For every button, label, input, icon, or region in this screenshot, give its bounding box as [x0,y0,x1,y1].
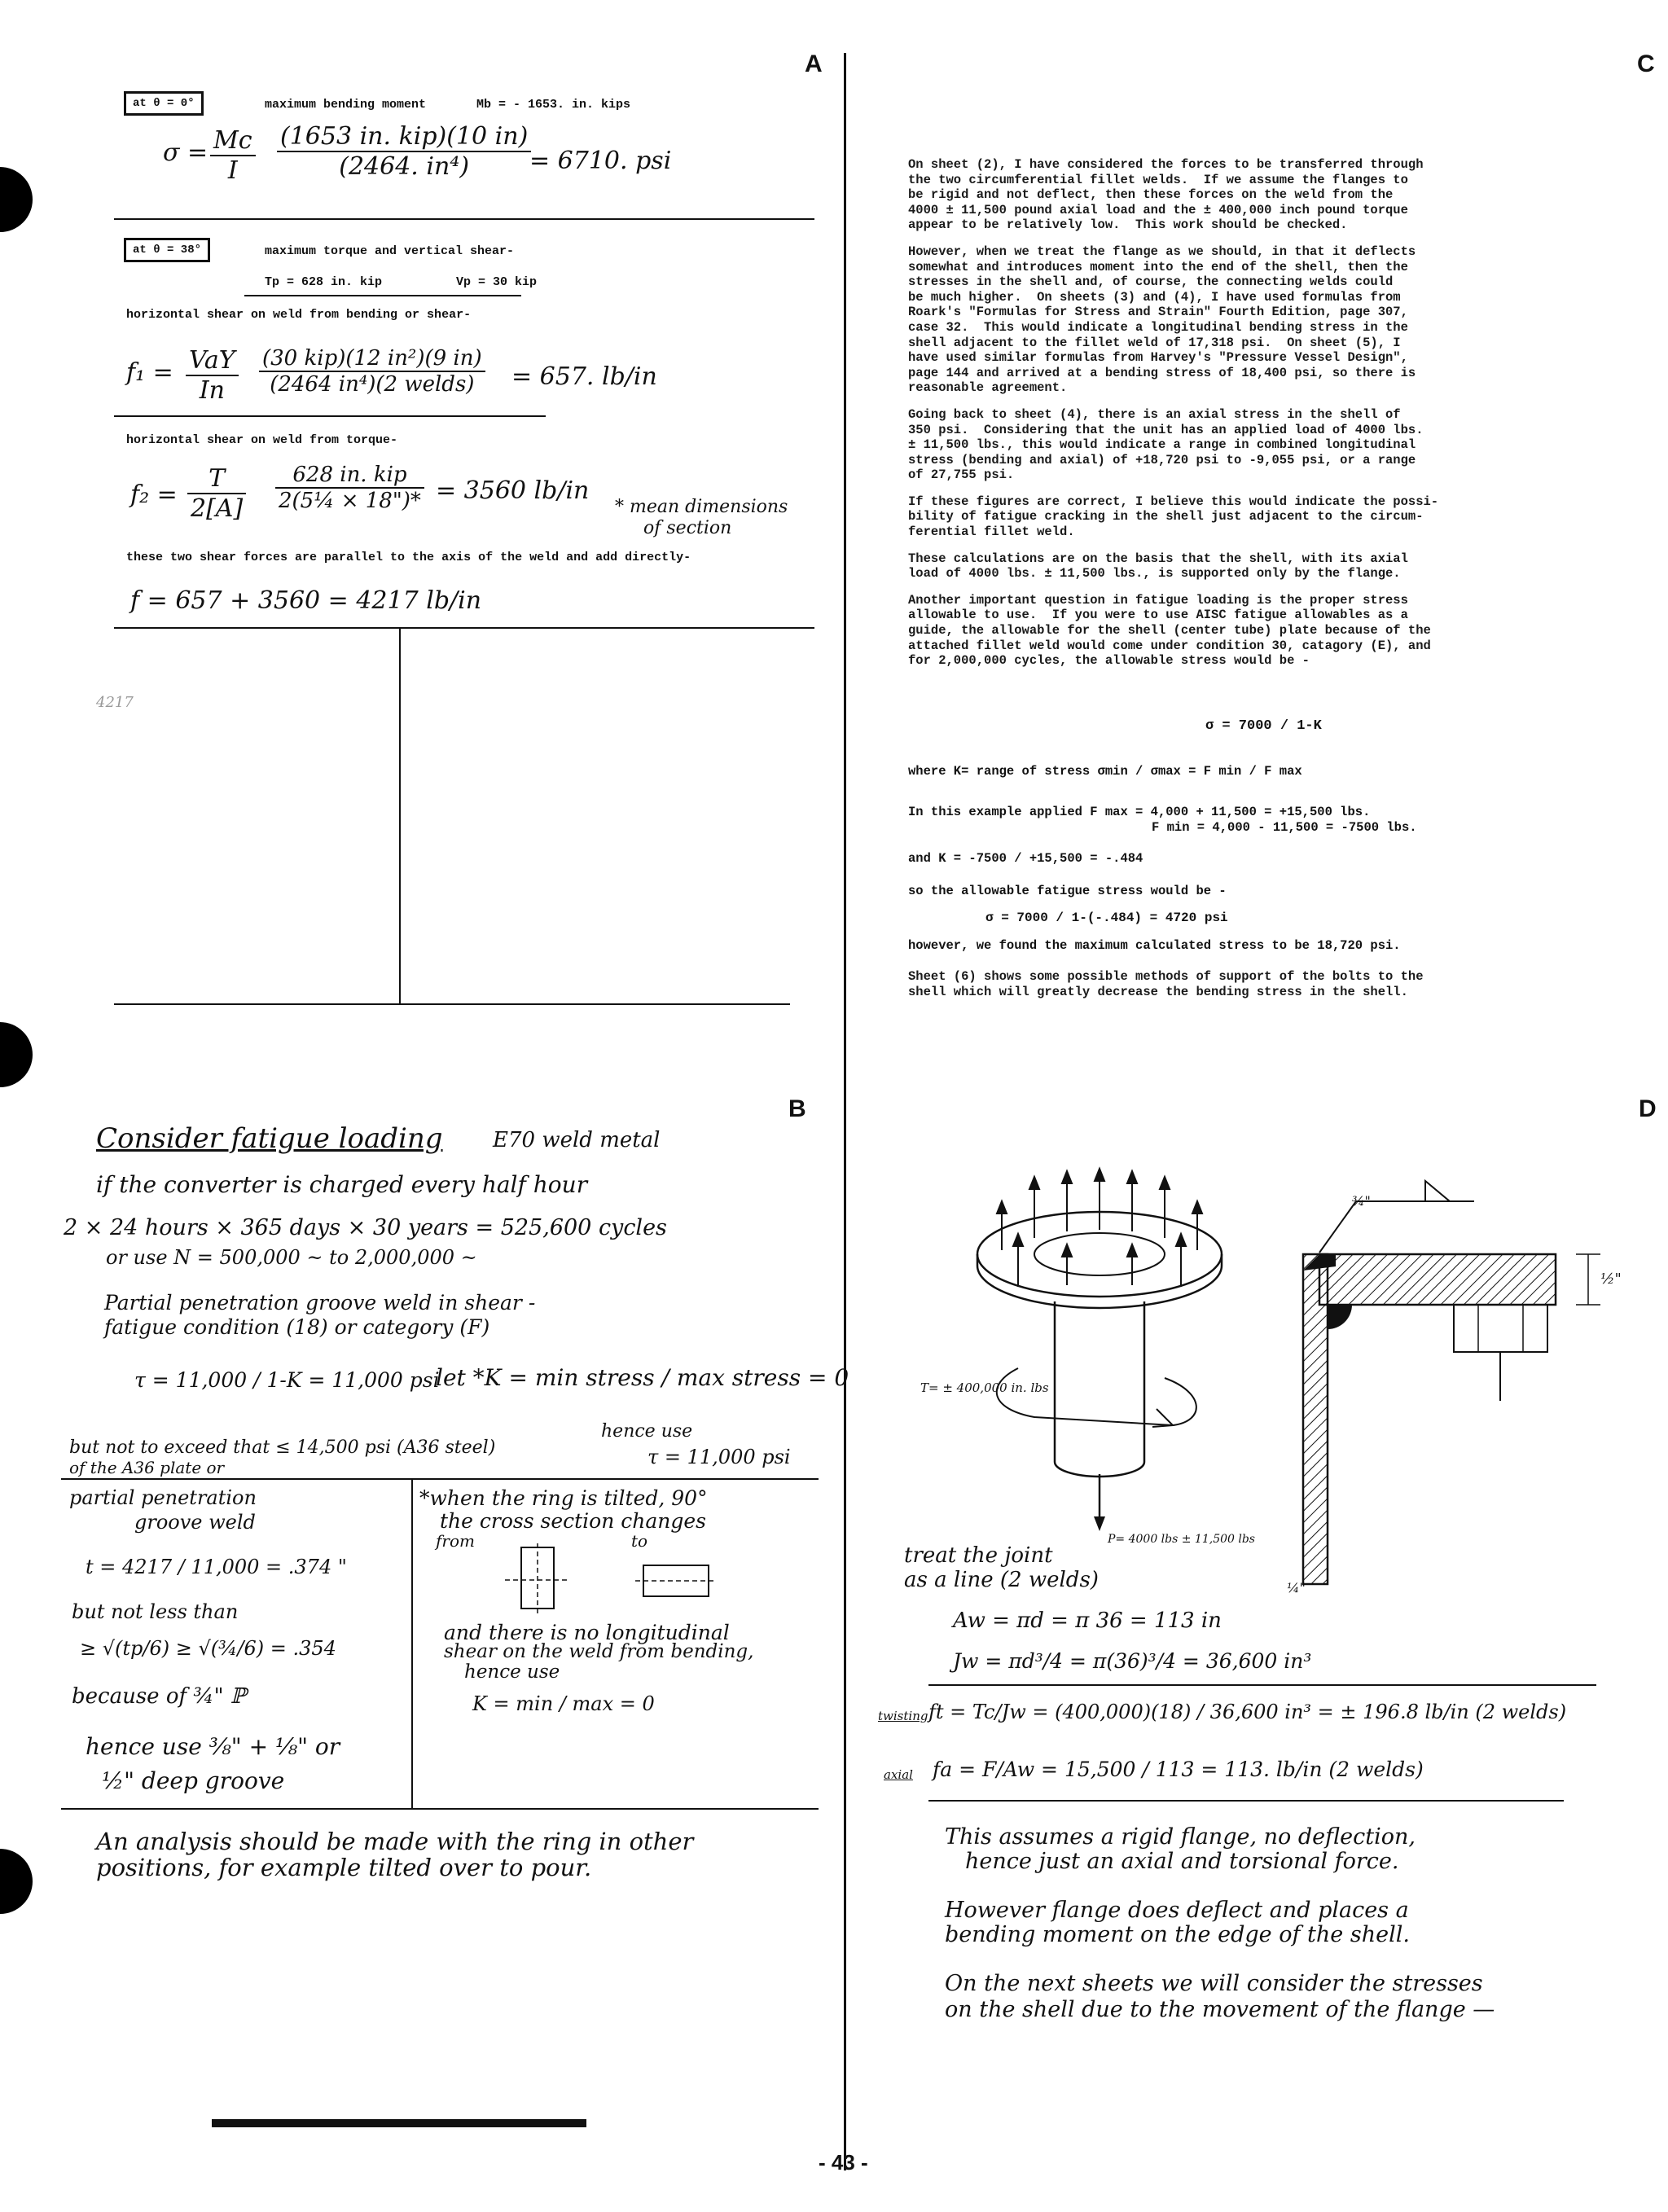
shell-section [1303,1254,1328,1584]
flange-section [1319,1254,1556,1305]
sigma-eq-2: σ = 7000 / 1-(-.484) = 4720 psi [985,911,1228,925]
weld-size-label: ¾" [1352,1193,1371,1209]
however-2: bending moment on the edge of the shell. [945,1922,1410,1947]
partial-groove-2: groove weld [134,1511,256,1534]
cycles-line: 2 × 24 hours × 365 days × 30 years = 525,600 cycles [64,1215,667,1240]
hshear-torque-label: horizontal shear on weld from torque- [126,433,398,447]
f1-value-numerator: (30 kip)(12 in²)(9 in) [259,346,485,372]
tau-equation: τ = 11,000 / 1-K = 11,000 psi [134,1368,440,1392]
next-sheets-1: On the next sheets we will consider the stresses [945,1971,1483,1996]
panel-label-c: C [1637,50,1655,77]
panel-label-d: D [1639,1095,1657,1122]
typed-text-block-2 [908,969,1560,1011]
flange-joint-diagram [912,1165,1637,1588]
treat-joint-2: as a line (2 welds) [904,1568,1099,1592]
section-rule-1 [114,218,814,220]
f1-value-fraction [259,346,485,397]
hshear-bending-label: horizontal shear on weld from bending or shear- [126,308,472,322]
max-bending-label: maximum bending moment [265,98,427,112]
torque-arrow [997,1368,1196,1425]
ft-equation: ft = Tc/Jw = (400,000)(18) / 36,600 in³ = ± 196.8 lb/in (2 welds) [928,1701,1567,1723]
bolt-nut [1454,1305,1547,1352]
no-long-2: shear on the weld from bending, [444,1641,754,1662]
mc-denominator: I [227,156,238,185]
of-section-note: of section [643,518,732,538]
aw-equation: Aw = πd = π 36 = 113 in [953,1609,1222,1633]
from-label: from [436,1531,475,1551]
panel-label-b: B [788,1095,806,1122]
torque-underline [244,295,521,296]
however-1: However flange does deflect and places a [945,1898,1409,1923]
section-rule-3 [114,1003,790,1005]
tau-11000: τ = 11,000 psi [647,1446,791,1468]
fa-underline [928,1800,1564,1802]
to-label: to [631,1531,648,1551]
mc-numerator: Mc [210,126,256,156]
f1-value-denominator: (2464 in⁴)(2 welds) [270,372,475,397]
flange-inner-edge [1034,1233,1165,1275]
paragraph-7: Sheet (6) shows some possible methods of support of the bolts to the shell which will greatly decrease the bending stress in the shell. [908,969,1424,999]
weld-leader [1319,1201,1356,1253]
twisting-label: twisting [878,1709,928,1723]
f1-denominator: In [199,376,225,405]
max-torque-label: maximum torque and vertical shear- [265,244,515,258]
where-k-line: where K= range of stress σmin / σmax = F min / F max [908,764,1302,779]
t-equation: t = 4217 / 11,000 = .374 " [86,1556,347,1578]
condition-box-theta-0: at θ = 0° [124,91,204,116]
because-line: because of ¾" ℙ [72,1684,247,1709]
however-line: however, we found the maximum calculated stress to be 18,720 psi. [908,938,1401,953]
sigma-value-fraction [277,122,531,181]
faint-mark: 4217 [96,694,134,711]
f1-result: = 657. lb/in [511,362,657,391]
use-n-line: or use N = 500,000 ~ to 2,000,000 ~ [106,1246,477,1269]
fillet-weld [1328,1305,1352,1329]
partial-pen-line: Partial penetration groove weld in shear - [104,1291,536,1314]
a36-plate-line: of the A36 plate or [69,1458,225,1477]
footer-bar [212,2119,586,2127]
parallel-note: these two shear forces are parallel to the axis of the weld and add directly- [126,551,691,564]
f2-value-denominator: 2(5¼ × 18")* [279,489,421,513]
hence-38-line: hence use ⅜" + ⅛" or [86,1733,340,1760]
tp-value: Tp = 628 in. kip [265,275,383,289]
mean-dimensions-note: * mean dimensions [615,497,788,517]
f1-lhs: f₁ = [126,358,173,387]
paragraph-2: However, when we treat the flange as we should, in that it deflects somewhat and introduces moment into the end of the shell, then the stresses in the shell and, of course, the connecting welds could be much higher. On sheets (3) and (4), I have used formulas from Roark's "Formulas for Stress and Strain" Fourth Edition, page 307, case 32. This would indicate a longitudinal bending stress in the shell adjacent to the fillet weld of 17,318 psi. On sheet (5), I have used similar formulas from Harvey's "Pressure Vessel Design", page 144 and arrived at a bending stress of 18,400 psi, so there is reasonable agreement. [908,244,1416,396]
jw-underline [928,1684,1596,1686]
f2-lhs: f₂ = [130,481,178,509]
cross-section-sketch [472,1539,733,1621]
not-exceed-line: but not to exceed that ≤ 14,500 psi (A36 steel) [69,1437,496,1458]
flange-thickness-label: ½" [1600,1271,1622,1288]
sigma-denominator: (2464. in⁴) [339,152,470,181]
next-sheets-2: on the shell due to the movement of the flange — [945,1997,1495,2022]
binder-hole-1 [0,167,33,232]
f2-numerator: T [187,464,246,494]
sigma-numerator: (1653 in. kip)(10 in) [277,122,531,152]
binder-hole-2 [0,1022,33,1087]
assumes-2: hence just an axial and torsional force. [965,1849,1399,1874]
b-grid-top [61,1478,819,1480]
ring-note-2: the cross section changes [440,1509,707,1533]
paragraph-6: Another important question in fatigue loading is the proper stress allowable to use. If you were to use AISC fatigue allowables as a guide, the allowable for the shell (center tube) plate because of the attached fillet weld would come under condition 30, catagory (E), and for 2,000,000 cycles, the allowable stress would be - [908,592,1431,669]
not-less-line: but not less than [72,1600,239,1623]
f2-fraction [187,464,246,523]
f2-value-numerator: 628 in. kip [275,463,424,489]
f-total: f = 657 + 3560 = 4217 lb/in [130,586,482,615]
hence-use-label: hence use [601,1421,693,1442]
torque-label: T= ± 400,000 in. lbs [920,1380,1049,1395]
p-load-label: P= 4000 lbs ± 11,500 lbs [1108,1533,1255,1546]
paragraph-3: Going back to sheet (4), there is an axial stress in the shell of 350 psi. Considering that the unit has an applied load of 4000 lbs. ± 11,500 lbs., this would indicate a range in combined longitudinal stress (bending and axial) of +18,720 psi to -9,055 psi, or a range of 27,755 psi. [908,406,1424,483]
assumes-1: This assumes a rigid flange, no deflection, [945,1824,1416,1850]
so-allowable-line: so the allowable fatigue stress would be - [908,884,1227,898]
k-equation: K = min / max = 0 [472,1692,655,1715]
paragraph-5: These calculations are on the basis that the shell, with its axial load of 4000 lbs. ± 11,500 lbs., is supported only by the flange. [908,551,1408,582]
f2-denominator: 2[A] [191,494,244,523]
section-rule-2 [114,627,814,629]
mc-fraction [210,126,256,185]
center-divider [844,53,846,2170]
fatigue-condition-line: fatigue condition (18) or category (F) [104,1315,490,1339]
flange-thickness [977,1254,1222,1308]
load-arrows [997,1169,1202,1287]
typed-text-block-1 [908,157,1560,680]
paragraph-1: On sheet (2), I have considered the forces to be transferred through the two circumferential fillet welds. If we assume the flanges to be rigid and not deflect, then these forces on the weld from the 4000 ± 11,500 pound axial load and the ± 400,000 inch pound torque appear to be relatively low. This work should be checked. [908,157,1424,233]
and-k-line: and K = -7500 / +15,500 = -.484 [908,851,1143,866]
sqrt-equation: ≥ √(tp/6) ≥ √(¾/6) = .354 [80,1637,336,1660]
page-number: - 43 - [819,2150,868,2175]
b-grid-bottom [61,1808,819,1810]
f1-underline [114,415,546,417]
jw-equation: Jw = πd³/4 = π(36)³/4 = 36,600 in³ [953,1649,1312,1673]
no-long-1: and there is no longitudinal [444,1621,730,1644]
partial-groove-1: partial penetration [69,1486,257,1509]
axial-load-arrowhead [1094,1516,1105,1531]
weld-symbol [1425,1181,1450,1201]
fa-equation: fa = F/Aw = 15,500 / 113 = 113. lb/in (2 welds) [933,1758,1424,1781]
applied-line: In this example applied F max = 4,000 + 11,500 = +15,500 lbs. [908,805,1371,819]
f1-fraction [186,346,239,405]
analysis-note: An analysis should be made with the ring in other positions, for example tilted over to pour. [96,1828,694,1881]
treat-joint-1: treat the joint [904,1543,1053,1568]
blank-box-divider [399,629,401,1003]
no-long-3: hence use [464,1661,560,1683]
let-k-equation: let *K = min stress / max stress = 0 [436,1364,849,1391]
ring-note-1: *when the ring is tilted, 90° [419,1486,708,1510]
vp-value: Vp = 30 kip [456,275,538,289]
weld-metal-label: E70 weld metal [493,1128,661,1152]
sigma-lhs: σ = [163,138,208,167]
f1-numerator: VaY [186,346,239,376]
fmin-line: F min = 4,000 - 11,500 = -7500 lbs. [1152,820,1417,835]
b-grid-divider [411,1478,413,1808]
sigma-eq-1: σ = 7000 / 1-K [1205,718,1322,734]
f2-value-fraction [275,463,424,513]
sigma-result: = 6710. psi [529,147,672,175]
fatigue-title: Consider fatigue loading [96,1122,443,1155]
mb-value: Mb = - 1653. in. kips [476,98,631,112]
binder-hole-3 [0,1849,33,1914]
half-deep-line: ½" deep groove [102,1767,285,1794]
condition-box-theta-38: at θ = 38° [124,238,210,262]
quarter-weld-label: ¼" [1287,1580,1306,1595]
axial-label: axial [884,1767,913,1782]
charged-line: if the converter is charged every half hour [96,1171,588,1198]
paragraph-4: If these figures are correct, I believe this would indicate the possi- bility of fatigue cracking in the shell just adjacent to the circum- ferential fillet weld. [908,494,1439,540]
panel-label-a: A [805,50,823,77]
f2-result: = 3560 lb/in [436,476,590,505]
